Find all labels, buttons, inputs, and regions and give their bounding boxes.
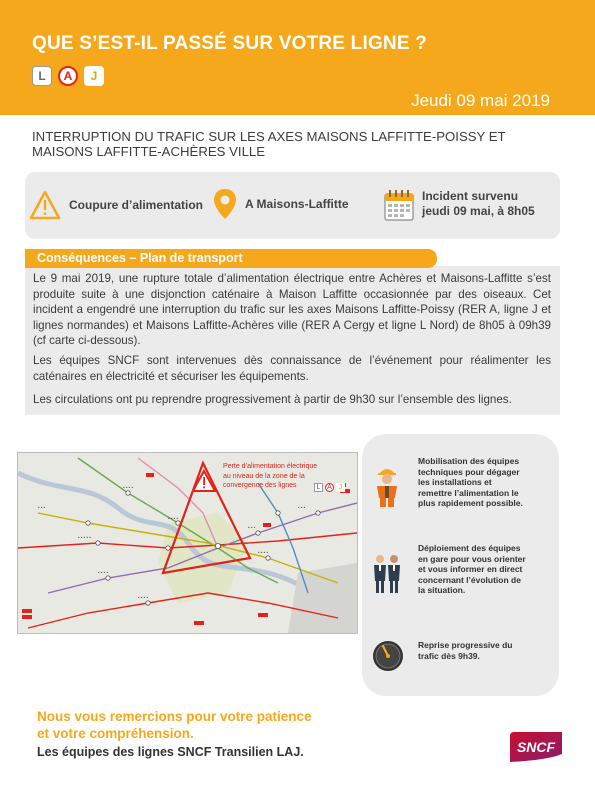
svg-text:• • • •: • • • • bbox=[123, 485, 134, 490]
action-mobilisation-line4: remettre l’alimentation le bbox=[418, 487, 519, 498]
svg-text:• • • • •: • • • • • bbox=[78, 535, 91, 540]
map-line-badge-j: J bbox=[336, 483, 345, 492]
svg-text:• • •: • • • bbox=[298, 505, 306, 510]
action-deploiement-line2: en gare pour vous orienter bbox=[418, 553, 526, 564]
incident-subtitle: INTERRUPTION DU TRAFIC SUR LES AXES MAISONS LAFFITTE-POISSY ET MAISONS LAFFITTE-ACHÈRES VILLE bbox=[32, 129, 506, 159]
header-banner bbox=[0, 0, 595, 115]
consequences-body bbox=[25, 266, 560, 415]
consequences-heading: Conséquences – Plan de transport bbox=[37, 251, 243, 265]
consequences-heading-tab bbox=[25, 249, 437, 268]
svg-text:• • •: • • • bbox=[38, 505, 46, 510]
map-annotation bbox=[223, 462, 317, 491]
action-text-mobilisation bbox=[418, 456, 558, 509]
location-pin-icon bbox=[213, 188, 237, 220]
action-mobilisation-line5: plus rapidement possible. bbox=[418, 498, 523, 508]
line-badges bbox=[32, 66, 104, 86]
svg-text:• • • •: • • • • bbox=[98, 570, 109, 575]
staff-icon bbox=[370, 551, 404, 595]
action-reprise-line1: Reprise progressive du bbox=[418, 640, 513, 650]
svg-text:• • • •: • • • • bbox=[138, 595, 149, 600]
line-badge-a: A bbox=[58, 66, 78, 86]
consequences-paragraph-2: Les équipes SNCF sont intervenues dès connaissance de l’événement pour réalimenter les caténaires en électricité et sécuriser les équipements. bbox=[33, 354, 551, 383]
incident-info-bar bbox=[25, 172, 560, 239]
location-item bbox=[213, 188, 349, 220]
svg-text:• • •: • • • bbox=[248, 525, 256, 530]
action-reprise-line2: trafic dès 9h39. bbox=[418, 650, 480, 661]
consequences-paragraph-3: Les circulations ont pu reprendre progressivement à partir de 9h30 sur l’ensemble des lignes. bbox=[33, 393, 512, 406]
thanks-message bbox=[37, 708, 312, 742]
cause-label: Coupure d’alimentation bbox=[69, 198, 204, 212]
action-mobilisation-line3: les installations et bbox=[418, 477, 492, 487]
action-text-reprise bbox=[418, 640, 558, 661]
thanks-line2: et votre compréhension. bbox=[37, 726, 194, 741]
location-label: A Maisons-Laffitte bbox=[245, 197, 349, 211]
incident-time-line1: Incident survenu bbox=[422, 189, 519, 203]
signature: Les équipes des lignes SNCF Transilien LAJ. bbox=[37, 745, 304, 759]
thanks-line1: Nous vous remercions pour votre patience bbox=[37, 709, 312, 724]
consequences-paragraph-1: Le 9 mai 2019, une rupture totale d’alimentation électrique entre Achères et Maisons-Laffitte s’est produite suite à une disjonction caténaire à Maison Laffitte occasionnée par des oiseaux. Cet incident a engendré une interruption du trafic sur les axes Maisons Laffitte-Poissy (RER A, ligne J et lignes normandes) et Maisons Laffitte-Achères ville (RER A Cergy et ligne L Nord) de 8h05 à 09h39 (cf carte ci-dessous). bbox=[33, 272, 551, 347]
map-line-badge-l: L bbox=[314, 483, 323, 492]
calendar-icon bbox=[384, 189, 414, 221]
line-badge-l: L bbox=[32, 66, 52, 86]
incident-time-item bbox=[384, 189, 535, 221]
svg-text:• • • •: • • • • bbox=[258, 550, 269, 555]
incident-time-text bbox=[422, 189, 535, 219]
svg-text:• • • •: • • • • bbox=[168, 516, 179, 521]
action-deploiement-line1: Déploiement des équipes bbox=[418, 543, 521, 553]
map-annotation-line2: au niveau de la zone de la bbox=[223, 472, 305, 480]
map-annotation-line3: convergence des lignes bbox=[223, 482, 297, 489]
worker-icon bbox=[370, 464, 404, 508]
actions-panel bbox=[362, 434, 559, 696]
action-deploiement-line3: et vous informer en direct bbox=[418, 564, 523, 574]
header-date: Jeudi 09 mai 2019 bbox=[411, 91, 550, 110]
sncf-logo-text: SNCF bbox=[516, 739, 556, 755]
action-deploiement-line4: concernant l’évolution de bbox=[418, 574, 521, 585]
sncf-logo bbox=[508, 730, 564, 764]
map-line-badges bbox=[314, 483, 345, 492]
map-annotation-line1: Perte d’alimentation électrique bbox=[223, 463, 318, 470]
action-mobilisation-line1: Mobilisation des équipes bbox=[418, 456, 520, 466]
action-text-deploiement bbox=[418, 543, 558, 596]
action-deploiement-line5: la situation. bbox=[418, 585, 466, 595]
page-title: QUE S’EST-IL PASSÉ SUR VOTRE LIGNE ? bbox=[32, 33, 428, 54]
warning-icon bbox=[29, 190, 61, 220]
cause-item bbox=[29, 190, 203, 220]
gauge-icon bbox=[372, 640, 404, 672]
map-line-badge-a: A bbox=[325, 483, 334, 492]
line-badge-j: J bbox=[84, 66, 104, 86]
incident-time-line2: jeudi 09 mai, à 8h05 bbox=[422, 204, 535, 218]
network-map bbox=[17, 452, 358, 634]
action-mobilisation-line2: techniques pour dégager bbox=[418, 466, 520, 477]
